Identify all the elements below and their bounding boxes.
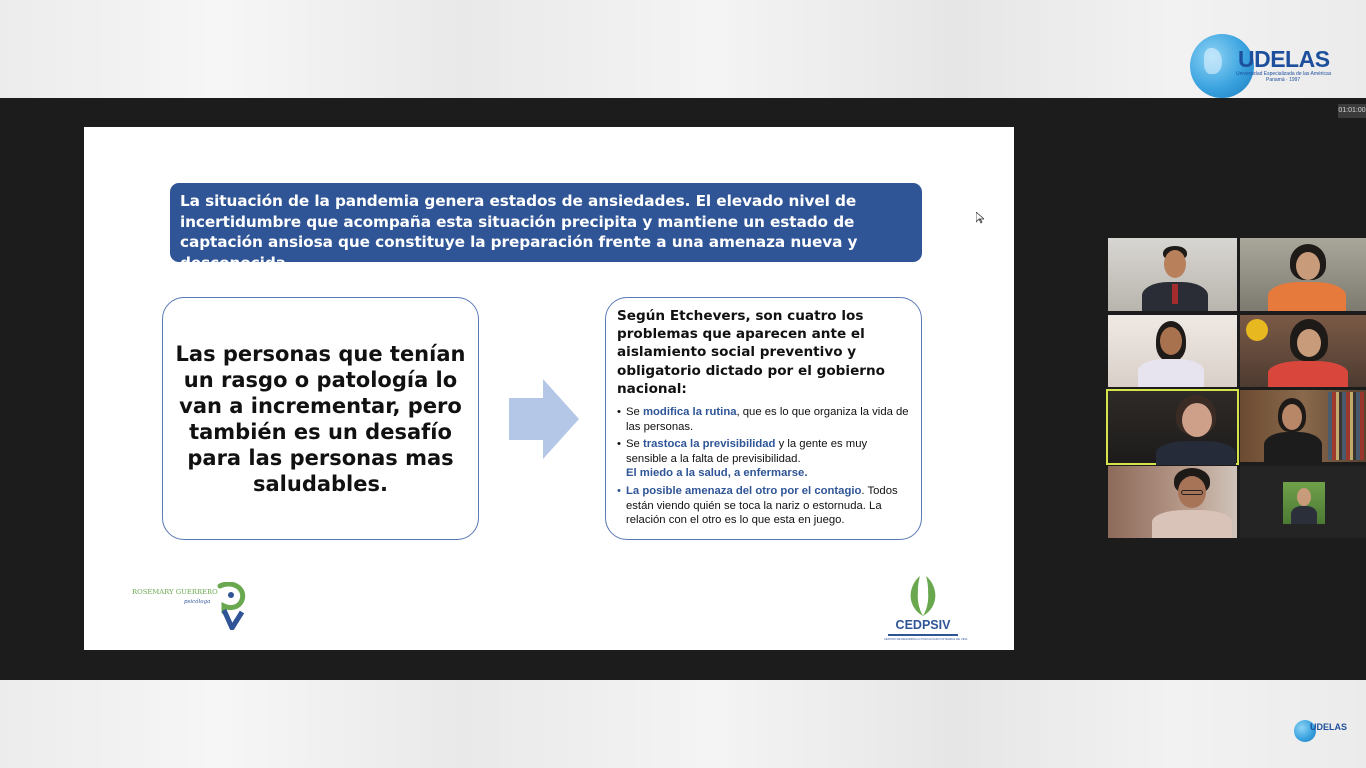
udelas-watermark: UDELAS: [1292, 718, 1344, 744]
participant-video[interactable]: [1240, 390, 1366, 462]
right-text-box: [605, 297, 922, 540]
left-box-text: Las personas que tenían un rasgo o patología lo van a incrementar, pero también es un desafío para las personas mas saludables.: [175, 341, 466, 496]
slide-banner: La situación de la pandemia genera estados de ansiedades. El elevado nivel de incertidumbre que acompaña esta situación precipita y mantiene un estado de captación ansiosa que constituye la preparación frente a una amenaza nueva y desconocida.: [170, 183, 922, 262]
background-top: [0, 0, 1366, 98]
list-item: • La posible amenaza del otro por el contagio. Todos están viendo quién se toca la nariz o estornuda. La relación con el otro es lo que esta en juego.: [617, 484, 911, 528]
udelas-logo-year: Panamá · 1997: [1266, 77, 1301, 83]
participant-video[interactable]: [1108, 466, 1237, 538]
cedpsiv-logo: CEDPSIV CENTRO DE DESARROLLO PSICOLÓGICO INTEGRAL DE VIDA: [884, 574, 962, 640]
mouse-cursor-icon: [976, 212, 984, 224]
participant-thumbnail[interactable]: [1240, 466, 1366, 538]
background-bottom: [0, 680, 1366, 768]
udelas-logo-name: UDELAS: [1238, 46, 1330, 72]
rosemary-guerrero-logo: ROSEMARY GUERRERO psicóloga: [132, 582, 252, 630]
participant-video[interactable]: [1108, 315, 1237, 387]
left-text-box: [162, 297, 479, 540]
participant-video[interactable]: [1240, 315, 1366, 387]
list-item: • Se modifica la rutina, que es lo que organiza la vida de las personas.: [617, 405, 911, 434]
participant-video[interactable]: [1240, 238, 1366, 311]
participant-video-active-speaker[interactable]: [1106, 389, 1239, 465]
list-item: • Se trastoca la previsibilidad y la gente es muy sensible a la falta de previsibilidad. El miedo a la salud, a enfermarse.: [617, 437, 911, 481]
problems-list: [617, 405, 911, 528]
participant-video[interactable]: [1108, 238, 1237, 311]
leaf-icon: [884, 574, 962, 618]
psychology-mark-icon: [212, 582, 248, 630]
recording-timer: 01:01:00: [1338, 104, 1366, 118]
shared-slide: [84, 127, 1014, 650]
arrow-right-icon: [509, 379, 579, 459]
udelas-logo: [1188, 34, 1338, 100]
udelas-logo-subtitle: Universidad Especializada de las Américas: [1236, 71, 1332, 77]
right-box-intro: Según Etchevers, son cuatro los problemas que aparecen ante el aislamiento social preventivo y obligatorio dictado por el gobierno nacional:: [617, 308, 886, 397]
